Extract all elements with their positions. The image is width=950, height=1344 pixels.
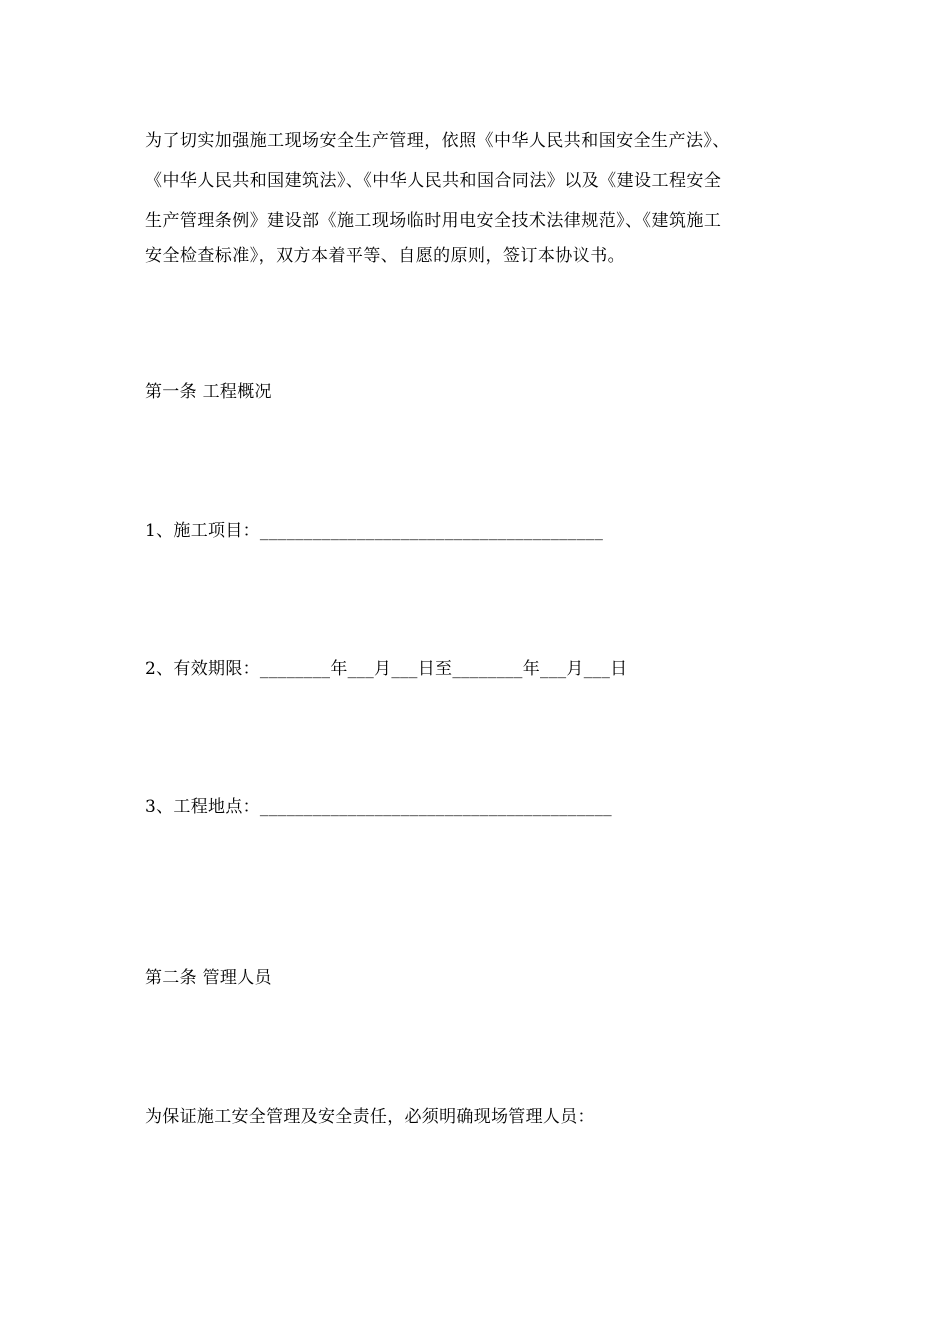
article-1-heading: 第一条 工程概况 bbox=[145, 382, 272, 402]
intro-line-3: 生产管理条例》建设部《施工现场临时用电安全技术法律规范》、《建筑施工 bbox=[145, 211, 722, 231]
intro-line-2: 《中华人民共和国建筑法》、《中华人民共和国合同法》以及《建设工程安全 bbox=[145, 171, 722, 191]
intro-line-4: 安全检查标准》，双方本着平等、自愿的原则，签订本协议书。 bbox=[145, 246, 626, 266]
article-2-text: 为保证施工安全管理及安全责任，必须明确现场管理人员： bbox=[145, 1107, 595, 1127]
validity-period-field: 2、有效期限：________年___月___日至________年___月___日 bbox=[145, 659, 628, 679]
project-name-field: 1、施工项目：_______________________________________ bbox=[145, 521, 604, 541]
project-location-field: 3、工程地点：________________________________________ bbox=[145, 797, 612, 817]
article-2-heading: 第二条 管理人员 bbox=[145, 968, 272, 988]
intro-line-1: 为了切实加强施工现场安全生产管理，依照《中华人民共和国安全生产法》、 bbox=[145, 131, 730, 151]
